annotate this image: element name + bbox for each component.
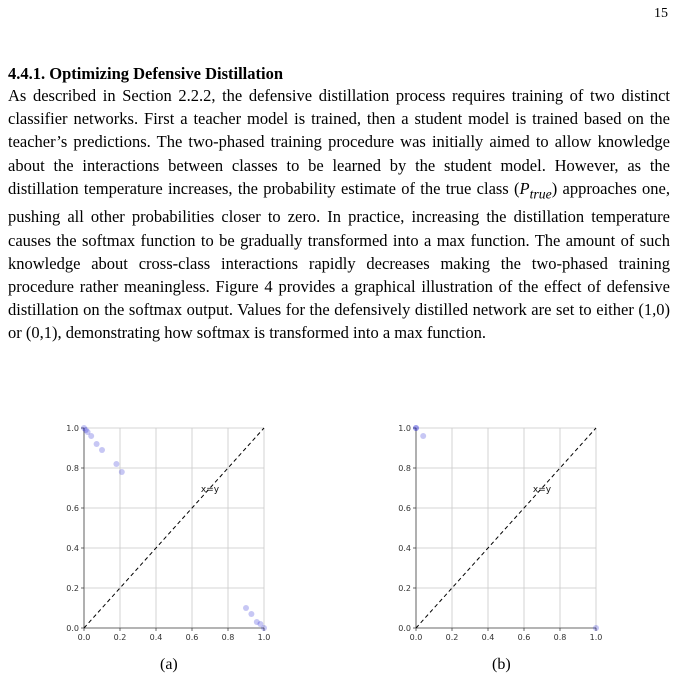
y-tick-label: 0.6 [66,504,79,513]
reference-line-x-equals-y [416,428,596,628]
x-tick-label: 0.0 [409,633,423,642]
y-tick-label: 0.6 [398,504,411,513]
x-tick-label: 0.6 [517,633,531,642]
x-tick-label: 0.2 [113,633,127,642]
y-tick-label: 0.8 [66,464,79,473]
x-tick-label: 0.4 [481,633,495,642]
x-tick-label: 0.2 [445,633,459,642]
y-tick-label: 0.2 [398,584,411,593]
figure-a [44,416,280,654]
x-tick-label: 0.6 [185,633,199,642]
x-tick-label: 0.8 [221,633,235,642]
reference-line-label: x=y [200,485,220,495]
scatter-chart-a [44,416,280,654]
caption-a: (a) [160,656,178,673]
data-point [113,461,119,467]
reference-line-x-equals-y [84,428,264,628]
y-tick-label: 0.0 [398,624,411,633]
data-point [119,469,125,475]
y-tick-label: 0.0 [66,624,79,633]
y-tick-label: 1.0 [66,424,79,433]
x-tick-label: 0.4 [149,633,163,642]
p-true-subscript: true [529,186,552,202]
reference-line-label: x=y [532,485,552,495]
data-point [413,425,419,431]
data-point [593,625,599,631]
y-tick-label: 1.0 [398,424,411,433]
section-heading: 4.4.1. Optimizing Defensive Distillation [8,64,283,83]
p-symbol: P [519,178,530,198]
figure-b [376,416,612,654]
data-point [248,611,254,617]
y-tick-label: 0.8 [398,464,411,473]
section-paragraph [8,84,670,345]
data-point [420,433,426,439]
y-tick-label: 0.2 [66,584,79,593]
data-point [94,441,100,447]
caption-b: (b) [492,656,511,673]
paragraph-text-part1: As described in Section 2.2.2, the defensive distillation process requires training of two distinct classifier networks. First a teacher model is trained, then a student model is trained based on the teacher’s predictions. The two-phased training procedure was initially aimed to allow knowledge about the interactions between classes to be learned by the student model. However, as the distillation temperature increases, the probability estimate of the true class ( [8,86,670,198]
data-point [88,433,94,439]
x-tick-label: 1.0 [257,633,271,642]
data-point [243,605,249,611]
data-point [99,447,105,453]
page-number: 15 [654,6,668,21]
y-tick-label: 0.4 [398,544,411,553]
x-tick-label: 0.0 [77,633,91,642]
x-tick-label: 1.0 [589,633,603,642]
p-true-symbol [519,178,552,202]
data-point [261,625,267,631]
y-tick-label: 0.4 [66,544,79,553]
paragraph-text-part2: ) approaches one, pushing all other probabilities closer to zero. In practice, increasing the distillation temperature causes the softmax function to be gradually transformed into a max function. The amount of such knowledge about cross-class interactions rapidly decreases making the two-phased training procedure rather meaningless. Figure 4 provides a graphical illustration of the effect of defensive distillation on the softmax output. Values for the defensively distilled network are set to either (1,0) or (0,1), demonstrating how softmax is transformed into a max function. [8,178,670,343]
scatter-chart-b [376,416,612,654]
x-tick-label: 0.8 [553,633,567,642]
